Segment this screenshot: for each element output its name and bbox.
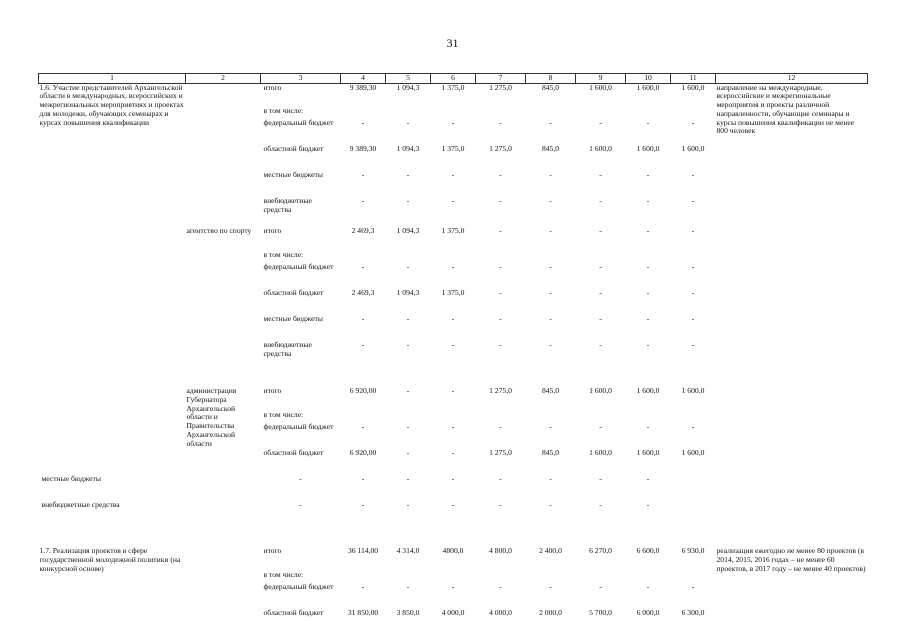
- value-cell: 1 375,0: [441, 226, 465, 236]
- value-cell: -: [549, 422, 552, 432]
- value-cell: -: [406, 170, 410, 180]
- value-cell: 1 600,0: [681, 386, 705, 396]
- funding-source: областной бюджет: [263, 608, 324, 618]
- funding-source: местные бюджеты: [41, 474, 101, 484]
- value-cell: 6 920,00: [349, 448, 377, 458]
- value-cell: 1 600,0: [636, 448, 660, 458]
- value-cell: -: [361, 196, 365, 206]
- value-cell: -: [599, 196, 602, 206]
- value-cell: -: [691, 582, 695, 592]
- funding-source: внебюджетные средства: [41, 500, 120, 510]
- expected-result: направление на международные, всероссийские и межрегиональные мероприятия и проекты различной направленности, обучающие семинары и курсы повышения квалификации не менее 800 человек: [716, 82, 855, 136]
- value-cell: -: [599, 262, 602, 272]
- value-cell: 1 094,3: [396, 226, 420, 236]
- value-cell: -: [691, 422, 695, 432]
- value-cell: -: [406, 314, 410, 324]
- value-cell: -: [646, 314, 650, 324]
- value-cell: 1 600,0: [589, 144, 612, 154]
- value-cell: -: [451, 422, 455, 432]
- value-cell: -: [499, 288, 502, 298]
- col-header: 1: [39, 74, 186, 84]
- funding-source: итого: [263, 386, 282, 396]
- value-cell: -: [549, 170, 552, 180]
- value-cell: -: [451, 314, 455, 324]
- value-cell: 9 389,30: [349, 82, 377, 92]
- value-cell: -: [549, 196, 552, 206]
- value-cell: 1 600,0: [636, 144, 660, 154]
- value-cell: 1 600,0: [681, 82, 705, 92]
- value-cell: -: [361, 582, 365, 592]
- value-cell: -: [549, 474, 552, 484]
- value-cell: -: [406, 582, 410, 592]
- value-cell: -: [451, 340, 455, 350]
- value-cell: -: [499, 170, 502, 180]
- table-row: [39, 501, 868, 527]
- value-cell: -: [646, 340, 650, 350]
- value-cell: -: [691, 196, 695, 206]
- value-cell: -: [361, 170, 365, 180]
- value-cell: -: [549, 118, 552, 128]
- value-cell: -: [599, 288, 602, 298]
- value-cell: 3 850,0: [396, 608, 420, 618]
- value-cell: -: [599, 118, 602, 128]
- value-cell: -: [549, 226, 552, 236]
- value-cell: -: [406, 500, 410, 510]
- executor: агентство по спорту: [186, 226, 252, 236]
- table-body: [39, 83, 868, 635]
- value-cell: -: [646, 196, 650, 206]
- value-cell: -: [646, 422, 650, 432]
- value-cell: -: [451, 500, 455, 510]
- value-cell: -: [691, 118, 695, 128]
- value-cell: 1 375,0: [441, 144, 465, 154]
- funding-source: итого: [263, 226, 282, 236]
- table-row: [39, 547, 868, 571]
- value-cell: -: [451, 262, 455, 272]
- value-cell: -: [361, 500, 365, 510]
- value-cell: -: [361, 262, 365, 272]
- value-cell: -: [691, 288, 695, 298]
- spacer-row: [39, 527, 868, 547]
- funding-source: итого: [263, 82, 282, 92]
- value-cell: -: [299, 500, 302, 510]
- funding-source: итого: [263, 546, 282, 556]
- page-number: 31: [446, 36, 459, 50]
- value-cell: 2 469,3: [351, 226, 375, 236]
- executor: [186, 83, 261, 223]
- value-cell: 1 600,0: [589, 448, 612, 458]
- value-cell: 1 275,0: [489, 386, 512, 396]
- value-cell: -: [599, 314, 602, 324]
- value-cell: 4800,0: [442, 546, 464, 556]
- value-cell: -: [499, 582, 502, 592]
- table-row: [39, 83, 868, 107]
- value-cell: 845,0: [541, 82, 560, 92]
- funding-source: федеральный бюджет: [263, 422, 334, 432]
- value-cell: -: [499, 500, 502, 510]
- value-cell: -: [549, 340, 552, 350]
- value-cell: 1 275,0: [489, 82, 512, 92]
- value-cell: -: [406, 386, 410, 396]
- value-cell: -: [361, 340, 365, 350]
- value-cell: 2 000,0: [539, 608, 562, 618]
- value-cell: 845,0: [541, 144, 560, 154]
- value-cell: -: [691, 226, 695, 236]
- value-cell: -: [646, 170, 650, 180]
- value-cell: 31 850,00: [347, 608, 379, 618]
- value-cell: -: [499, 196, 502, 206]
- value-cell: -: [499, 340, 502, 350]
- value-cell: -: [646, 474, 650, 484]
- funding-source: областной бюджет: [263, 288, 324, 298]
- value-cell: -: [451, 448, 455, 458]
- value-cell: 1 375,0: [441, 82, 465, 92]
- value-cell: -: [406, 422, 410, 432]
- col-header: 4: [341, 74, 386, 84]
- col-header: 5: [386, 74, 431, 84]
- value-cell: -: [361, 118, 365, 128]
- funding-source: в том числе:: [263, 250, 304, 260]
- col-header: 8: [526, 74, 576, 84]
- value-cell: 1 600,0: [681, 448, 705, 458]
- value-cell: -: [406, 340, 410, 350]
- value-cell: -: [499, 314, 502, 324]
- value-cell: -: [361, 422, 365, 432]
- funding-source: областной бюджет: [263, 448, 324, 458]
- value-cell: 6 920,00: [349, 386, 377, 396]
- value-cell: -: [361, 314, 365, 324]
- value-cell: -: [549, 288, 552, 298]
- value-cell: -: [406, 118, 410, 128]
- col-header: 3: [261, 74, 341, 84]
- col-header: 6: [431, 74, 476, 84]
- value-cell: 6 270,0: [589, 546, 612, 556]
- col-header: 9: [576, 74, 626, 84]
- value-cell: -: [549, 314, 552, 324]
- value-cell: 9 389,30: [349, 144, 377, 154]
- value-cell: -: [499, 226, 502, 236]
- col-header: 7: [476, 74, 526, 84]
- value-cell: -: [549, 582, 552, 592]
- value-cell: -: [406, 196, 410, 206]
- value-cell: 2 469,3: [351, 288, 375, 298]
- value-cell: 1 600,0: [681, 144, 705, 154]
- value-cell: -: [451, 582, 455, 592]
- col-header: 12: [716, 74, 868, 84]
- value-cell: 1 094,3: [396, 82, 420, 92]
- value-cell: 6 000,0: [636, 608, 660, 618]
- funding-source: в том числе:: [263, 106, 304, 116]
- value-cell: -: [451, 170, 455, 180]
- value-cell: 1 094,3: [396, 288, 420, 298]
- executor: администрация Губернатора Архангельской области и Правительства Архангельской области: [186, 386, 237, 448]
- col-header: 10: [626, 74, 671, 84]
- funding-source: в том числе:: [263, 410, 304, 420]
- value-cell: 36 114,00: [347, 546, 379, 556]
- value-cell: -: [406, 448, 410, 458]
- value-cell: -: [599, 170, 602, 180]
- value-cell: -: [691, 340, 695, 350]
- col-header: 11: [671, 74, 716, 84]
- value-cell: -: [646, 288, 650, 298]
- value-cell: 4 800,0: [489, 546, 512, 556]
- value-cell: -: [691, 262, 695, 272]
- value-cell: -: [499, 262, 502, 272]
- funding-source: в том числе:: [263, 570, 304, 580]
- value-cell: -: [599, 226, 602, 236]
- funding-source: областной бюджет: [263, 144, 324, 154]
- value-cell: 4 314,0: [396, 546, 420, 556]
- value-cell: 1 275,0: [489, 448, 512, 458]
- value-cell: -: [549, 500, 552, 510]
- funding-source: внебюджетные средства: [263, 340, 312, 358]
- value-cell: -: [499, 474, 502, 484]
- value-cell: 1 275,0: [489, 144, 512, 154]
- value-cell: 1 600,0: [636, 386, 660, 396]
- value-cell: -: [406, 474, 410, 484]
- value-cell: 1 600,0: [589, 386, 612, 396]
- funding-source: федеральный бюджет: [263, 582, 334, 592]
- value-cell: -: [646, 500, 650, 510]
- value-cell: 1 600,0: [636, 82, 660, 92]
- funding-source: федеральный бюджет: [263, 118, 334, 128]
- value-cell: -: [646, 582, 650, 592]
- value-cell: -: [451, 386, 455, 396]
- value-cell: -: [406, 262, 410, 272]
- value-cell: 1 094,3: [396, 144, 420, 154]
- funding-source: федеральный бюджет: [263, 262, 334, 272]
- value-cell: -: [646, 226, 650, 236]
- measure-title: 1.7. Реализация проектов в сфере государственной молодежной политики (на конкурсной основе): [39, 546, 181, 573]
- value-cell: 2 400,0: [539, 546, 562, 556]
- value-cell: -: [499, 118, 502, 128]
- value-cell: -: [451, 118, 455, 128]
- value-cell: -: [599, 474, 602, 484]
- value-cell: -: [646, 118, 650, 128]
- funding-source: местные бюджеты: [263, 170, 323, 180]
- value-cell: 6 600,0: [636, 546, 660, 556]
- value-cell: -: [691, 314, 695, 324]
- value-cell: 845,0: [541, 386, 560, 396]
- value-cell: 6 930,0: [681, 546, 705, 556]
- value-cell: -: [599, 500, 602, 510]
- value-cell: 4 000,0: [441, 608, 465, 618]
- value-cell: -: [361, 474, 365, 484]
- value-cell: 4 000,0: [489, 608, 512, 618]
- funding-source: внебюджетные средства: [263, 196, 312, 214]
- value-cell: -: [299, 474, 302, 484]
- value-cell: -: [691, 170, 695, 180]
- value-cell: 1 375,0: [441, 288, 465, 298]
- budget-table: [38, 73, 868, 635]
- col-header: 2: [186, 74, 261, 84]
- measure-title: 1.6. Участие представителей Архангельской области в международных, всероссийских и межрегиональных мероприятиях и проектах для молодежи, обучающих семинарах и курсах повышения квалификации: [39, 82, 184, 127]
- value-cell: 1 600,0: [589, 82, 612, 92]
- value-cell: 6 300,0: [681, 608, 705, 618]
- value-cell: -: [499, 422, 502, 432]
- value-cell: 845,0: [541, 448, 560, 458]
- funding-source: местные бюджеты: [263, 314, 323, 324]
- column-number-row: [39, 74, 868, 84]
- executor: [186, 547, 261, 635]
- value-cell: -: [451, 474, 455, 484]
- value-cell: -: [549, 262, 552, 272]
- value-cell: -: [646, 262, 650, 272]
- value-cell: -: [599, 582, 602, 592]
- table-row: [39, 475, 868, 501]
- value-cell: -: [451, 196, 455, 206]
- value-cell: -: [599, 422, 602, 432]
- value-cell: -: [599, 340, 602, 350]
- expected-result: реализация ежегодно не менее 80 проектов (в 2014, 2015, 2016 годах – не менее 60 проектов, в 2017 году – не менее 40 проектов): [716, 546, 866, 573]
- value-cell: 5 700,0: [589, 608, 612, 618]
